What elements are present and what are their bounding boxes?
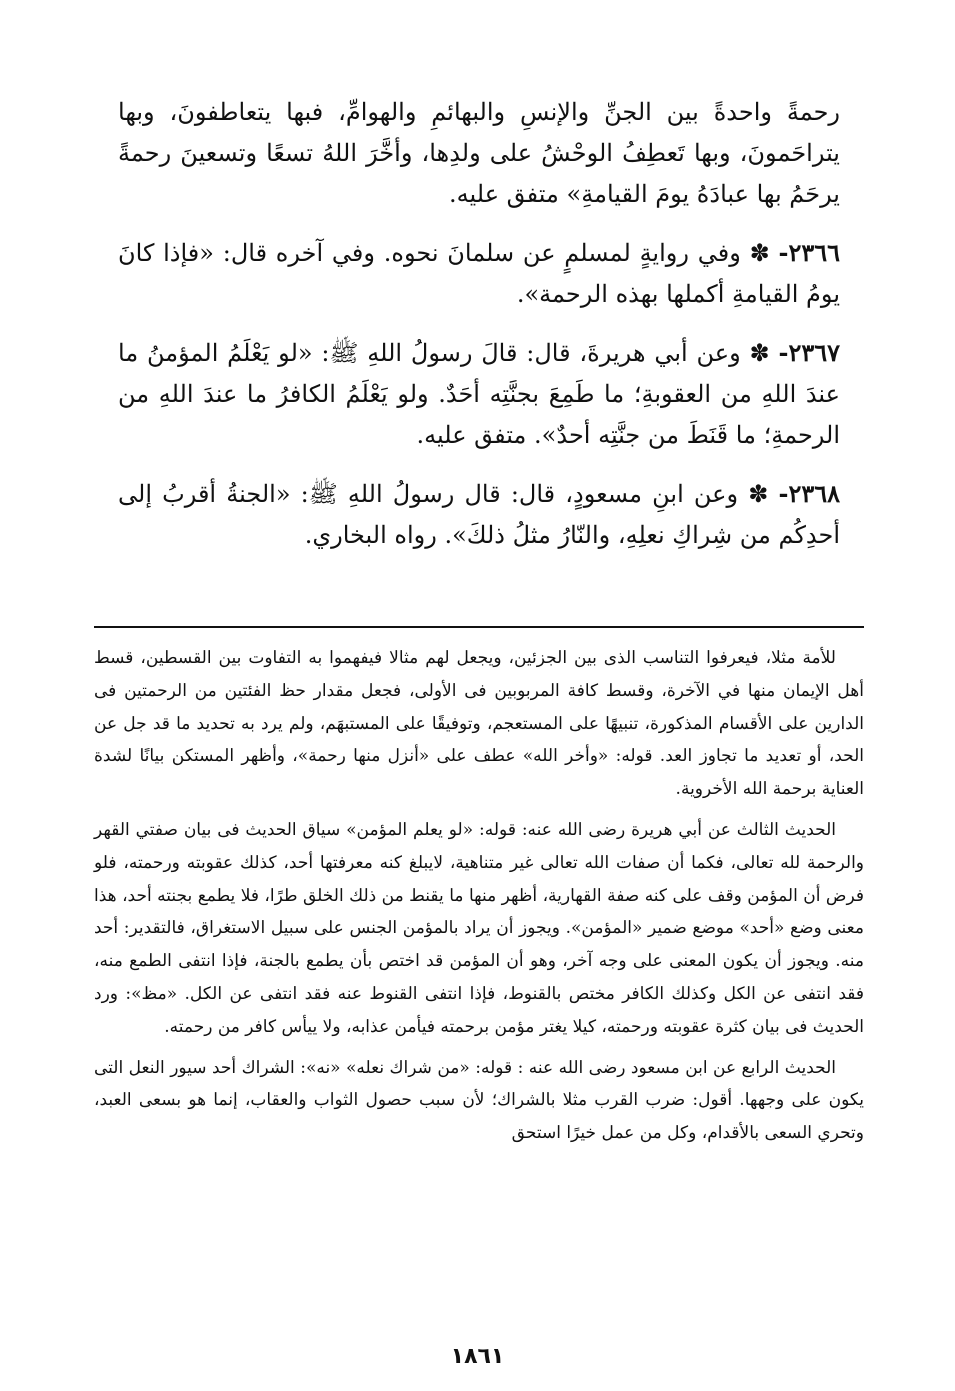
- hadith-body: ✽ وفي روايةٍ لمسلمٍ عن سلمانَ نحوه. وفي آخره قال: «فإذا كانَ يومُ القيامةِ أكملها بهذه الرحمة».: [118, 239, 840, 308]
- hadith-number: ٢٣٦٧-: [778, 338, 840, 367]
- commentary-paragraph: الحديث الرابع عن ابن مسعود رضى الله عنه : قوله: «من شراك نعله» «نه»: الشراك أحد سيور النعل التى يكون على وجهها. أقول: ضرب القرب مثلا بالشراك؛ لأن سبب حصول الثواب والعقاب، إنما هو بسعى العبد، وتحري السعى بالأقدام، وكل من عمل خيرًا استحق: [94, 1057, 864, 1144]
- hadith-2366: [118, 232, 840, 315]
- hadith-body: ✽ وعن ابنِ مسعودٍ، قال: قال رسولُ اللهِ ﷺ: «الجنةُ أقربُ إلى أحدِكُم من شِراكِ نعلِهِ، والنّارُ مثلُ ذلكَ». رواه البخاري.: [118, 480, 840, 549]
- commentary-paragraph: للأمة مثلا، فيعرفوا التناسب الذى بين الجزئين، ويجعل لهم مثالا فيفهموا به التفاوت بين القسطين، قسط أهل الإيمان منها في الآخرة، وقسط كافة المربوبين فى الأولى، فجعل مقدار حظ الفئتين من الرحمتين فى الدارين على الأقسام المذكورة، تنبيهًا على المستعجم، وتوفيقًا على المستبهَم، ولم يرد به تحديد ما قد جل عن الحد، أو تعديد ما تجاوز العد. قوله: «وأخر الله» عطف على «أنزل منها رحمة»، وأظهر المستكن بيانًا لشدة العناية برحمة الله الأخروية.: [94, 648, 864, 800]
- page-number: ١٨٦١: [450, 1344, 505, 1369]
- commentary-text: [94, 642, 864, 1150]
- commentary-paragraph: الحديث الثالث عن أبي هريرة رضى الله عنه: قوله: «لو يعلم المؤمن» سياق الحديث فى بيان صفتي القهر والرحمة لله تعالى، فكما أن صفات الله تعالى غير متناهية، لايبلغ كنه معرفتها أحد، كذلك عقوبته ورحمته، فلو فرض أن المؤمن وقف على كنه صفة القهارية، أظهر منها ما يقنط من ذلك الخلق طرًا، فلا يطمع بجنته أحد، هذا معنى وضع «أحد» موضع ضمير «المؤمن». ويجوز أن يراد بالمؤمن الجنس على سبيل الاستغراق، فالتقدير: أحد منه. ويجوز أن يكون المعنى على وجه آخر، وهو أن المؤمن قد اختص بأن يطمع بالجنة، فإذا انتفى الطمع منه، فقد انتفى عن الكل وكذلك الكافر مختص بالقنوط، فإذا انتفى القنوط عنه فقد انتفى عن الكل. «مظ»: ورد الحديث فى بيان كثرة عقوبته ورحمته، كيلا يغتر مؤمن برحمته فيأمن عذابه، ولا ييأس كافر من رحمته.: [94, 819, 864, 1037]
- footnote-divider: [94, 626, 864, 628]
- hadith-number: ٢٣٦٦-: [778, 238, 840, 267]
- hadith-body: ✽ وعن أبي هريرةَ، قال: قالَ رسولُ اللهِ ﷺ: «لو يَعْلَمُ المؤمنُ ما عندَ اللهِ من العقوبةِ؛ ما طَمِعَ بجنَّتِه أحَدٌ. ولو يَعْلَمُ الكافرُ ما عندَ اللهِ من الرحمةِ؛ ما قَنَطَ من جنَّتِه أحدٌ». متفق عليه.: [118, 339, 840, 449]
- hadith-number: ٢٣٦٨-: [778, 479, 840, 508]
- hadith-2368: [118, 473, 840, 556]
- hadith-paragraph: رحمةً واحدةً بين الجنِّ والإنسِ والبهائمِ والهوامِّ، فبها يتعاطفونَ، وبها يتراحَمونَ، وبها تَعطِفُ الوحْشُ على ولدِها، وأخَّرَ اللهُ تسعًا وتسعينَ رحمةً يرحَمُ بها عبادَهُ يومَ القيامةِ» متفق عليه.: [118, 98, 840, 208]
- hadith-2367: [118, 332, 840, 456]
- hadith-text: [118, 92, 840, 556]
